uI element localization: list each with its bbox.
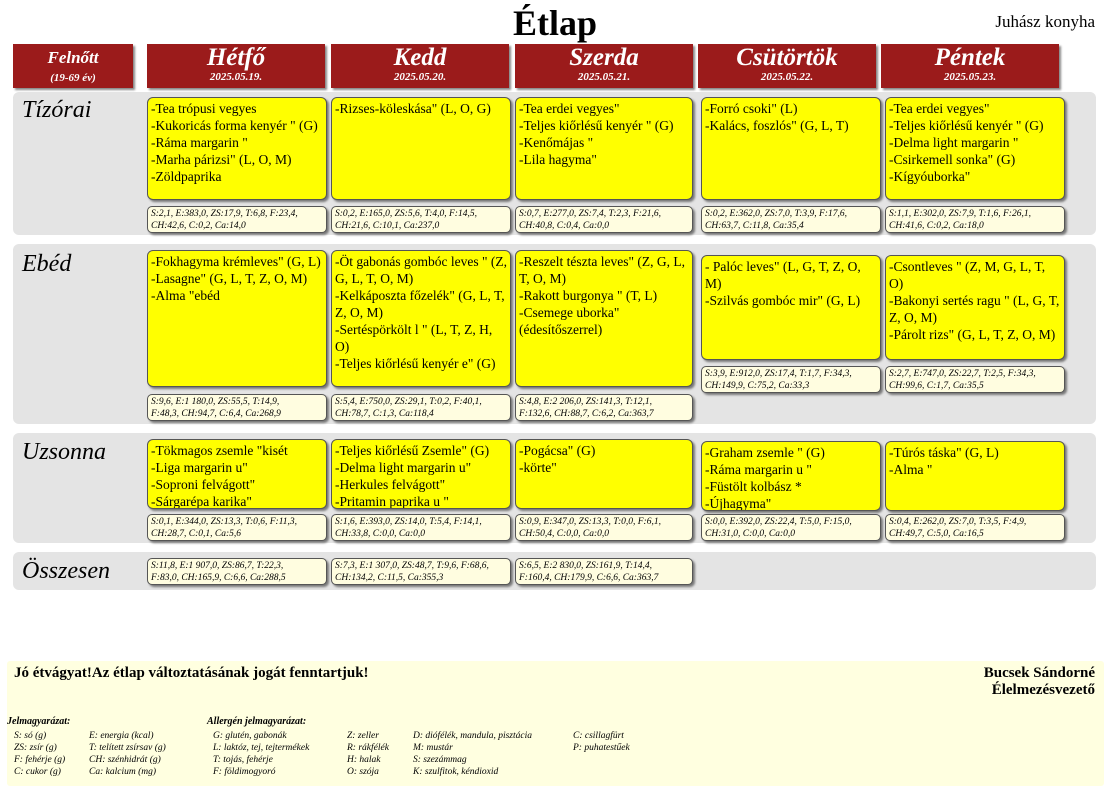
- menu-box: [331, 439, 511, 509]
- menu-item: -Delma light margarin u": [335, 460, 472, 475]
- age-group-name: Felnőtt: [47, 48, 99, 67]
- nutrition-line: S:0,7, E:277,0, ZS:7,4, T:2,3, F:21,6,: [519, 209, 661, 219]
- menu-item: -Teljes kiőrlésű kenyér e" (G): [335, 356, 496, 371]
- menu-item: -Kelkáposzta főzelék" (G, L, T, Z, O, M): [335, 288, 505, 320]
- nutrition-box: [515, 514, 693, 541]
- menu-item: -Szilvás gombóc mir" (G, L): [705, 293, 861, 308]
- menu-item: -Öt gabonás gombóc leves " (Z, G, L, T, O, M): [335, 254, 507, 286]
- allergen-entry: T: tojás, fehérje: [213, 755, 273, 765]
- nutrition-line: F:83,0, CH:165,9, C:6,6, Ca:288,5: [151, 573, 286, 583]
- day-header-thursday: [698, 44, 876, 88]
- allergen-entry: D: diófélék, mandula, pisztácia: [413, 731, 532, 741]
- allergen-entry: K: szulfitok, kéndioxid: [413, 767, 499, 777]
- legend-title: Jelmagyarázat:: [7, 716, 71, 727]
- allergen-entry: C: csillagfürt: [573, 731, 624, 741]
- nutrition-line: F:48,3, CH:94,7, C:6,4, Ca:268,9: [151, 409, 281, 419]
- nutrition-line: S:1,1, E:302,0, ZS:7,9, T:1,6, F:26,1,: [889, 209, 1031, 219]
- nutrition-box: [701, 514, 881, 541]
- menu-item: -Sertéspörkölt l " (L, T, Z, H, O): [335, 322, 493, 354]
- day-date: 2025.05.20.: [393, 71, 447, 83]
- nutrition-line: S:0,2, E:165,0, ZS:5,6, T:4,0, F:14,5,: [335, 209, 477, 219]
- day-date: 2025.05.22.: [760, 71, 814, 83]
- allergen-entry: S: szezámmag: [413, 755, 467, 765]
- menu-item: -Kukoricás forma kenyér " (G): [151, 118, 318, 133]
- age-group-header: [13, 44, 133, 88]
- nutrition-line: S:5,4, E:750,0, ZS:29,1, T:0,2, F:40,1,: [335, 397, 482, 407]
- menu-item: -Liga margarin u": [151, 460, 248, 475]
- nutrition-box: [147, 394, 327, 421]
- menu-box: [701, 97, 881, 200]
- nutrition-box: [331, 514, 511, 541]
- legend-entry: T: telített zsírsav (g): [89, 743, 166, 753]
- nutrition-box: [885, 514, 1065, 541]
- menu-box: [331, 250, 511, 387]
- legend-entry: Ca: kalcium (mg): [89, 767, 157, 777]
- day-date: 2025.05.19.: [209, 71, 263, 83]
- menu-item: -Teljes kiőrlésű kenyér " (G): [519, 118, 674, 133]
- menu-item: -Lasagne" (G, L, T, Z, O, M): [151, 271, 308, 286]
- menu-item: -Párolt rizs" (G, L, T, Z, O, M): [889, 327, 1056, 342]
- menu-box: [885, 441, 1065, 511]
- nutrition-line: F:160,4, CH:179,9, C:6,6, Ca:363,7: [519, 573, 659, 583]
- nutrition-box: [515, 394, 693, 421]
- day-date: 2025.05.21.: [577, 71, 631, 83]
- menu-item: -Herkules felvágott": [335, 477, 446, 492]
- menu-box: [885, 255, 1065, 360]
- menu-item: -Kígyóuborka": [889, 169, 971, 184]
- day-name: Szerda: [569, 44, 639, 71]
- nutrition-line: CH:99,6, C:1,7, Ca:35,5: [889, 381, 984, 391]
- menu-item: -Alma ": [889, 462, 933, 477]
- menu-item: -Rakott burgonya " (T, L): [519, 288, 658, 303]
- menu-item: -Tökmagos zsemle "kisét: [151, 443, 288, 458]
- menu-item: -Csemege uborka"(édesítőszerrel): [519, 305, 620, 337]
- menu-item: -Forró csoki" (L): [705, 101, 798, 116]
- menu-box: [331, 97, 511, 200]
- menu-item: -Zöldpaprika: [151, 169, 222, 184]
- menu-item: -Graham zsemle " (G): [705, 445, 825, 460]
- menu-item: -Reszelt tészta leves" (Z, G, L, T, O, M): [519, 254, 685, 286]
- nutrition-line: CH:134,2, C:11,5, Ca:355,3: [335, 573, 444, 583]
- allergen-entry: G: glutén, gabonák: [213, 731, 287, 741]
- menu-item: -körte": [519, 460, 557, 475]
- allergen-entry: P: puhatestűek: [573, 743, 630, 753]
- nutrition-line: S:0,0, E:392,0, ZS:22,4, T:5,0, F:15,0,: [705, 517, 852, 527]
- nutrition-box: [885, 366, 1065, 393]
- menu-item: -Kalács, foszlós" (G, L, T): [705, 118, 849, 133]
- legend-column: [14, 730, 65, 778]
- nutrition-line: S:11,8, E:1 907,0, ZS:86,7, T:22,3,: [151, 561, 284, 571]
- nutrition-box: [701, 206, 881, 233]
- allergen-column: [413, 730, 532, 778]
- nutrition-line: CH:50,4, C:0,0, Ca:0,0: [519, 529, 609, 539]
- nutrition-box: [515, 206, 693, 233]
- allergen-entry: H: halak: [347, 755, 381, 765]
- menu-item: -Bakonyi sertés ragu " (L, G, T, Z, O, M): [889, 293, 1060, 325]
- allergen-column: [573, 730, 630, 754]
- menu-item: -Kenőmájas ": [519, 135, 594, 150]
- menu-item: -Pritamin paprika u ": [335, 494, 449, 509]
- legend-column: [89, 730, 166, 778]
- menu-item: -Ráma margarin u ": [705, 462, 812, 477]
- nutrition-line: CH:28,7, C:0,1, Ca:5,6: [151, 529, 241, 539]
- meal-label: Uzsonna: [22, 439, 107, 465]
- meal-label: Tízórai: [22, 97, 92, 123]
- menu-item: -Rizses-kölesk​ása" (L, O, G): [335, 101, 491, 116]
- allergen-entry: Z: zeller: [347, 731, 379, 741]
- legend-entry: C: cukor (g): [14, 767, 61, 777]
- nutrition-line: CH:21,6, C:10,1, Ca:237,0: [335, 221, 440, 231]
- meal-label: Ebéd: [22, 251, 72, 277]
- day-name: Kedd: [393, 44, 447, 71]
- nutrition-line: S:2,1, E:383,0, ZS:17,9, T:6,8, F:23,4,: [151, 209, 298, 219]
- menu-item: -Delma light margarin ": [889, 135, 1019, 150]
- menu-item: -Ráma margarin ": [151, 135, 248, 150]
- nutrition-line: CH:49,7, C:5,0, Ca:16,5: [889, 529, 984, 539]
- menu-box: [147, 439, 327, 509]
- signature-block: [984, 665, 1095, 699]
- nutrition-line: CH:40,8, C:0,4, Ca:0,0: [519, 221, 609, 231]
- nutrition-line: CH:78,7, C:1,3, Ca:118,4: [335, 409, 434, 419]
- menu-box: [515, 97, 693, 200]
- totals-box: [515, 558, 693, 585]
- day-name: Péntek: [934, 44, 1006, 71]
- menu-item: -Tea trópusi vegyes: [151, 101, 257, 116]
- nutrition-box: [885, 206, 1065, 233]
- day-header-wednesday: [515, 44, 693, 88]
- nutrition-line: S:6,5, E:2 830,0, ZS:161,9, T:14,4,: [519, 561, 652, 571]
- nutrition-box: [147, 206, 327, 233]
- day-header-friday: [881, 44, 1059, 88]
- menu-box: [701, 441, 881, 511]
- nutrition-box: [331, 206, 511, 233]
- menu-box: [885, 97, 1065, 200]
- nutrition-line: CH:149,9, C:75,2, Ca:33,3: [705, 381, 810, 391]
- menu-item: -Sárgarépa karika": [151, 494, 252, 509]
- day-header-monday: [147, 44, 325, 88]
- nutrition-line: F:132,6, CH:88,7, C:6,2, Ca:363,7: [519, 409, 654, 419]
- day-date: 2025.05.23.: [943, 71, 997, 83]
- menu-item: -Marha párizsi" (L, O, M): [151, 152, 292, 167]
- age-group-range: (19-69 év): [50, 72, 96, 84]
- menu-item: -Pogácsa" (G): [519, 443, 596, 458]
- day-name: Csütörtök: [736, 44, 838, 71]
- nutrition-line: S:0,1, E:344,0, ZS:13,3, T:0,6, F:11,3,: [151, 517, 298, 527]
- legend-entry: E: energia (kcal): [89, 731, 154, 741]
- nutrition-line: S:9,6, E:1 180,0, ZS:55,5, T:14,9,: [151, 397, 280, 407]
- nutrition-line: S:0,4, E:262,0, ZS:7,0, T:3,5, F:4,9,: [889, 517, 1027, 527]
- totals-box: [331, 558, 511, 585]
- nutrition-line: CH:41,6, C:0,2, Ca:18,0: [889, 221, 984, 231]
- allergen-entry: L: laktóz, tej, tejtermékek: [213, 743, 310, 753]
- legend-entry: F: fehérje (g): [14, 755, 66, 765]
- totals-label: Összesen: [22, 558, 110, 584]
- nutrition-line: S:0,2, E:362,0, ZS:7,0, T:3,9, F:17,6,: [705, 209, 847, 219]
- menu-item: -Alma "ebéd: [151, 288, 220, 303]
- menu-item: -Tea erdei vegyes": [519, 101, 620, 116]
- menu-item: -Csirkemell sonka" (G): [889, 152, 1016, 167]
- nutrition-line: S:2,7, E:747,0, ZS:22,7, T:2,5, F:34,3,: [889, 369, 1036, 379]
- legend-entry: S: só (g): [14, 731, 47, 741]
- allergen-entry: O: szója: [347, 767, 379, 777]
- menu-item: -Tea erdei vegyes": [889, 101, 990, 116]
- menu-item: -Lila hagyma": [519, 152, 597, 167]
- nutrition-line: S:1,6, E:393,0, ZS:14,0, T:5,4, F:14,1,: [335, 517, 482, 527]
- nutrition-line: S:3,9, E:912,0, ZS:17,4, T:1,7, F:34,3,: [705, 369, 852, 379]
- menu-item: -Csontleves " (Z, M, G, L, T, O): [889, 259, 1046, 291]
- nutrition-line: CH:31,0, C:0,0, Ca:0,0: [705, 529, 795, 539]
- menu-box: [515, 250, 693, 387]
- menu-item: -Fokhagyma krémleves" (G, L): [151, 254, 321, 269]
- totals-box: [147, 558, 327, 585]
- signer-name: Bucsek Sándorné: [983, 665, 1095, 681]
- menu-box: [515, 439, 693, 509]
- kitchen-name: Juhász konyha: [995, 12, 1095, 31]
- menu-item: -Túrós táska" (G, L): [889, 445, 999, 460]
- menu-item: -Újhagyma": [705, 496, 772, 511]
- allergen-entry: R: rákfélék: [347, 743, 389, 753]
- nutrition-box: [331, 394, 511, 421]
- nutrition-line: CH:42,6, C:0,2, Ca:14,0: [151, 221, 246, 231]
- nutrition-line: CH:63,7, C:11,8, Ca:35,4: [705, 221, 804, 231]
- legend-entry: ZS: zsír (g): [14, 743, 57, 753]
- menu-box: [701, 255, 881, 360]
- nutrition-line: CH:33,8, C:0,0, Ca:0,0: [335, 529, 425, 539]
- menu-box: [147, 97, 327, 200]
- nutrition-line: S:4,8, E:2 206,0, ZS:141,3, T:12,1,: [519, 397, 652, 407]
- nutrition-box: [701, 366, 881, 393]
- nutrition-box: [147, 514, 327, 541]
- footer-message: Jó étvágyat!Az étlap változtatásának jogát fenntartjuk!: [14, 665, 369, 681]
- menu-item: -Teljes kiőrlésű Zsemle" (G): [335, 443, 490, 458]
- menu-item: -Teljes kiőrlésű kenyér " (G): [889, 118, 1044, 133]
- allergen-entry: F: földimogyoró: [213, 767, 276, 777]
- footer: [7, 661, 1104, 786]
- allergen-legend-title: Allergén jelmagyarázat:: [207, 716, 307, 727]
- legend-entry: CH: szénhidrát (g): [89, 755, 161, 765]
- allergen-column: [347, 730, 389, 778]
- day-header-tuesday: [331, 44, 509, 88]
- allergen-column: [213, 730, 309, 778]
- nutrition-line: S:7,3, E:1 307,0, ZS:48,7, T:9,6, F:68,6,: [335, 561, 489, 571]
- day-name: Hétfő: [206, 44, 266, 71]
- menu-item: -Soproni felvágott": [151, 477, 256, 492]
- menu-item: - Palóc leves" (L, G, T, Z, O, M): [705, 259, 861, 291]
- signer-title: Élelmezésvezető: [991, 682, 1095, 698]
- menu-item: -Füstölt kolbász *: [705, 479, 802, 494]
- allergen-entry: M: mustár: [413, 743, 453, 753]
- page-title: Étlap: [512, 3, 598, 43]
- menu-box: [147, 250, 327, 387]
- nutrition-line: S:0,9, E:347,0, ZS:13,3, T:0,0, F:6,1,: [519, 517, 661, 527]
